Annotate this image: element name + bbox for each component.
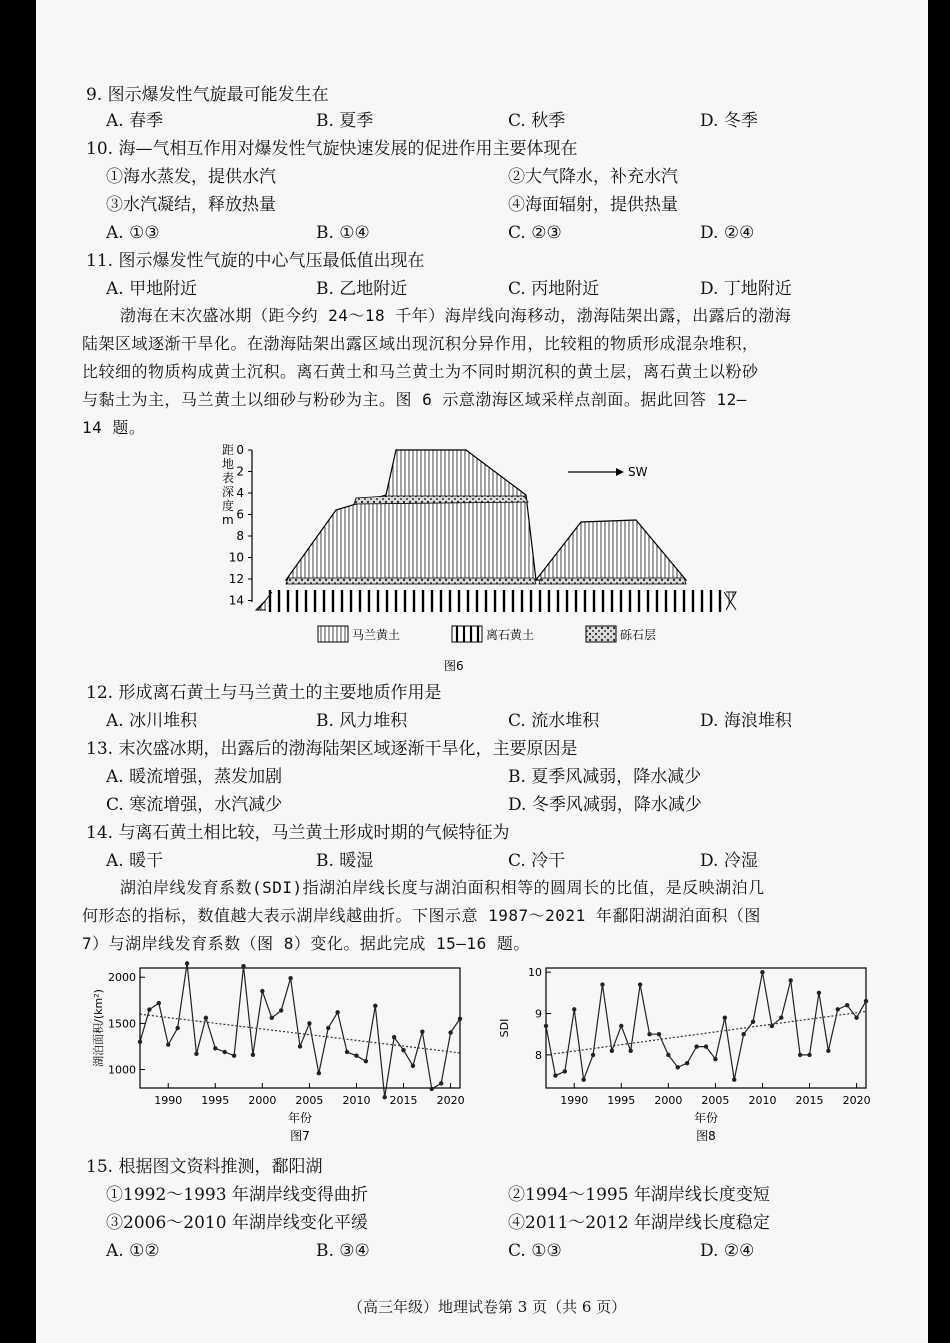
q10-option-b[interactable]: B. ①④ <box>316 223 370 243</box>
data-point <box>194 1052 198 1056</box>
data-point <box>448 1030 452 1034</box>
data-point <box>751 1020 755 1024</box>
data-point <box>326 1026 330 1030</box>
y-tick-label: 10 <box>528 966 542 980</box>
x-tick-label: 2015 <box>795 1094 824 1107</box>
figure-caption: 图8 <box>696 1129 716 1143</box>
fig6-tick-label: 0 <box>236 443 244 457</box>
q9-option-d[interactable]: D. 冬季 <box>700 111 758 131</box>
x-tick-label: 1990 <box>560 1094 589 1107</box>
q14-option-b[interactable]: B. 暖湿 <box>316 851 374 871</box>
q10-item-1: ①海水蒸发，提供水汽 <box>106 167 276 187</box>
q10-option-a[interactable]: A. ①③ <box>106 223 160 243</box>
q14-option-a[interactable]: A. 暖干 <box>106 851 164 871</box>
data-point <box>223 1050 227 1054</box>
fig6-direction: SW <box>628 465 648 479</box>
data-point <box>854 1015 858 1019</box>
data-point <box>439 1081 443 1085</box>
y-tick-label: 9 <box>535 1007 542 1021</box>
data-line <box>546 972 866 1080</box>
q15-item-4: ④2011～2012 年湖岸线长度稳定 <box>508 1213 770 1233</box>
data-point <box>629 1049 633 1053</box>
data-point <box>270 1016 274 1020</box>
data-point <box>610 1049 614 1053</box>
data-point <box>685 1061 689 1065</box>
q10-item-4: ④海面辐射，提供热量 <box>508 195 678 215</box>
data-point <box>807 1053 811 1057</box>
data-point <box>676 1065 680 1069</box>
data-point <box>260 989 264 993</box>
q9-option-a[interactable]: A. 春季 <box>106 111 164 131</box>
x-tick-label: 2010 <box>342 1094 371 1107</box>
data-point <box>581 1078 585 1082</box>
chart-frame <box>140 968 460 1088</box>
passage1-line-5: 14 题。 <box>82 418 146 437</box>
page-footer: （高三年级）地理试卷第 3 页（共 6 页） <box>348 1298 627 1316</box>
data-point <box>760 970 764 974</box>
q10-item-3: ③水汽凝结，释放热量 <box>106 195 276 215</box>
data-point <box>298 1044 302 1048</box>
legend-lishi: 离石黄土 <box>486 628 535 642</box>
data-point <box>666 1053 670 1057</box>
passage1-line-1: 渤海在末次盛冰期（距今约 24～18 千年）海岸线向海移动，渤海陆架出露，出露后的渤海 <box>120 306 792 325</box>
data-point <box>279 1008 283 1012</box>
q15-item-3: ③2006～2010 年湖岸线变化平缓 <box>106 1213 368 1233</box>
q15-option-b[interactable]: B. ③④ <box>316 1241 370 1261</box>
y-tick-label: 2000 <box>108 971 136 985</box>
q12-option-a[interactable]: A. 冰川堆积 <box>106 711 198 731</box>
fig6-tick-label: 6 <box>236 507 244 522</box>
q13-stem: 13. 末次盛冰期，出露后的渤海陆架区域逐渐干旱化，主要原因是 <box>86 739 578 759</box>
data-point <box>732 1078 736 1082</box>
data-point <box>798 1053 802 1057</box>
data-point <box>401 1048 405 1052</box>
data-point <box>251 1053 255 1057</box>
figure-7-lake-area-chart <box>80 958 480 1148</box>
q11-option-b[interactable]: B. 乙地附近 <box>316 279 408 299</box>
fig6-tick-label: 14 <box>228 593 244 608</box>
q15-item-1: ①1992～1993 年湖岸线变得曲折 <box>106 1185 368 1205</box>
data-point <box>232 1053 236 1057</box>
data-point <box>354 1053 358 1057</box>
chart-frame <box>546 968 866 1088</box>
data-point <box>600 982 604 986</box>
data-point <box>826 1049 830 1053</box>
data-point <box>657 1032 661 1036</box>
data-point <box>638 982 642 986</box>
q13-option-b[interactable]: B. 夏季风减弱，降水减少 <box>508 767 702 787</box>
y-tick-label: 1000 <box>108 1063 136 1077</box>
fig6-tick-label: 10 <box>228 550 244 565</box>
data-point <box>544 1024 548 1028</box>
data-point <box>619 1024 623 1028</box>
data-point <box>704 1044 708 1048</box>
data-point <box>147 1007 151 1011</box>
data-point <box>430 1087 434 1091</box>
data-point <box>138 1040 142 1044</box>
q11-stem: 11. 图示爆发性气旋的中心气压最低值出现在 <box>86 251 425 271</box>
data-point <box>383 1095 387 1099</box>
q10-option-d[interactable]: D. ②④ <box>700 223 755 243</box>
data-point <box>741 1032 745 1036</box>
figure-8-sdi-chart <box>486 958 886 1148</box>
data-point <box>845 1003 849 1007</box>
data-point <box>204 1016 208 1020</box>
q12-stem: 12. 形成离石黄土与马兰黄土的主要地质作用是 <box>86 683 442 703</box>
data-point <box>713 1057 717 1061</box>
x-tick-label: 2010 <box>748 1094 777 1107</box>
q10-option-c[interactable]: C. ②③ <box>508 223 562 243</box>
data-point <box>373 1004 377 1008</box>
data-point <box>563 1069 567 1073</box>
y-axis-label: SDI <box>498 1018 511 1038</box>
data-point <box>241 964 245 968</box>
x-tick-label: 2000 <box>654 1094 683 1107</box>
q13-option-d[interactable]: D. 冬季风减弱，降水减少 <box>508 795 702 815</box>
data-point <box>364 1059 368 1063</box>
x-axis-label: 年份 <box>693 1111 719 1125</box>
x-tick-label: 2000 <box>248 1094 277 1107</box>
q14-option-d[interactable]: D. 冷湿 <box>700 851 758 871</box>
x-axis-label: 年份 <box>287 1111 313 1125</box>
data-line <box>140 963 460 1097</box>
passage1-line-4: 与黏土为主，马兰黄土以细砂与粉砂为主。图 6 示意渤海区域采样点剖面。据此回答 12— <box>82 390 747 409</box>
q14-stem: 14. 与离石黄土相比较，马兰黄土形成时期的气候特征为 <box>86 823 510 843</box>
fig6-ylabel: 距地表深度 m <box>222 443 235 527</box>
data-point <box>317 1071 321 1075</box>
fig6-tick-label: 4 <box>236 486 244 500</box>
data-point <box>694 1044 698 1048</box>
data-point <box>392 1035 396 1039</box>
q11-option-c[interactable]: C. 丙地附近 <box>508 279 600 299</box>
x-tick-label: 2020 <box>842 1094 871 1107</box>
fig6-caption: 图6 <box>444 659 464 673</box>
data-point <box>411 1064 415 1068</box>
y-tick-label: 1500 <box>108 1017 136 1031</box>
passage2-line-1: 湖泊岸线发育系数(SDI)指湖泊岸线长度与湖泊面积相等的圆周长的比值，是反映湖泊几 <box>120 878 765 897</box>
figure-caption: 图7 <box>290 1129 310 1143</box>
q14-option-c[interactable]: C. 冷干 <box>508 851 566 871</box>
q15-option-c[interactable]: C. ①③ <box>508 1241 562 1261</box>
q13-option-a[interactable]: A. 暖流增强，蒸发加剧 <box>106 767 283 787</box>
y-tick-label: 8 <box>535 1048 542 1062</box>
fig6-malan-left <box>286 450 536 580</box>
y-axis-label: 湖泊面积/(km²) <box>92 989 105 1067</box>
x-tick-label: 2020 <box>436 1094 465 1107</box>
passage2-line-3: 7）与湖岸线发育系数（图 8）变化。据此完成 15—16 题。 <box>82 934 530 953</box>
x-tick-label: 2005 <box>295 1094 324 1107</box>
q15-item-2: ②1994～1995 年湖岸线长度变短 <box>508 1185 770 1205</box>
passage1-line-3: 比较细的物质构成黄土沉积。离石黄土和马兰黄土为不同时期沉积的黄土层，离石黄土以粉砂 <box>82 362 759 381</box>
x-tick-label: 1990 <box>154 1094 183 1107</box>
q10-item-2: ②大气降水，补充水汽 <box>508 167 678 187</box>
data-point <box>864 999 868 1003</box>
fig6-tick-label: 2 <box>236 464 244 479</box>
exam-page <box>36 0 928 1343</box>
data-point <box>779 1015 783 1019</box>
fig6-tick-label: 12 <box>228 572 244 586</box>
legend-gravel: 砾石层 <box>620 628 657 642</box>
fig6-tick-label: 8 <box>236 529 244 543</box>
data-point <box>213 1046 217 1050</box>
passage2-line-2: 何形态的指标，数值越大表示湖岸线越曲折。下图示意 1987～2021 年鄱阳湖湖泊面积（图 <box>82 906 761 925</box>
data-point <box>345 1050 349 1054</box>
legend-malan: 马兰黄土 <box>352 628 401 642</box>
data-point <box>723 1015 727 1019</box>
q15-option-d[interactable]: D. ②④ <box>700 1241 755 1261</box>
fig6-malan-right <box>536 520 686 580</box>
data-point <box>166 1042 170 1046</box>
figure-6-profile <box>36 440 928 680</box>
q12-option-c[interactable]: C. 流水堆积 <box>508 711 600 731</box>
data-point <box>288 976 292 980</box>
data-point <box>157 1001 161 1005</box>
data-point <box>458 1017 462 1021</box>
legend-malan-swatch <box>318 626 348 642</box>
q9-stem: 9. 图示爆发性气旋最可能发生在 <box>86 85 329 105</box>
x-tick-label: 1995 <box>201 1094 230 1107</box>
data-point <box>591 1053 595 1057</box>
x-tick-label: 2015 <box>389 1094 418 1107</box>
data-point <box>420 1029 424 1033</box>
data-point <box>335 1010 339 1014</box>
data-point <box>553 1073 557 1077</box>
q10-stem: 10. 海—气相互作用对爆发性气旋快速发展的促进作用主要体现在 <box>86 139 578 159</box>
x-tick-label: 1995 <box>607 1094 636 1107</box>
q15-option-a[interactable]: A. ①② <box>106 1241 160 1261</box>
passage1-line-2: 陆架区域逐渐干旱化。在渤海陆架出露区域出现沉积分异作用，比较粗的物质形成混杂堆积， <box>82 334 759 353</box>
q11-option-a[interactable]: A. 甲地附近 <box>106 279 198 299</box>
data-point <box>175 1026 179 1030</box>
q9-option-c[interactable]: C. 秋季 <box>508 111 566 131</box>
q15-stem: 15. 根据图文资料推测，鄱阳湖 <box>86 1157 323 1177</box>
q9-option-b[interactable]: B. 夏季 <box>316 111 374 131</box>
q12-option-d[interactable]: D. 海浪堆积 <box>700 711 792 731</box>
q13-option-c[interactable]: C. 寒流增强，水汽减少 <box>106 795 283 815</box>
data-point <box>572 1007 576 1011</box>
data-point <box>836 1007 840 1011</box>
q11-option-d[interactable]: D. 丁地附近 <box>700 279 792 299</box>
data-point <box>817 991 821 995</box>
x-tick-label: 2005 <box>701 1094 730 1107</box>
q12-option-b[interactable]: B. 风力堆积 <box>316 711 408 731</box>
data-point <box>185 961 189 965</box>
legend-gravel-swatch <box>586 626 616 642</box>
data-point <box>307 1021 311 1025</box>
data-point <box>789 978 793 982</box>
data-point <box>647 1032 651 1036</box>
